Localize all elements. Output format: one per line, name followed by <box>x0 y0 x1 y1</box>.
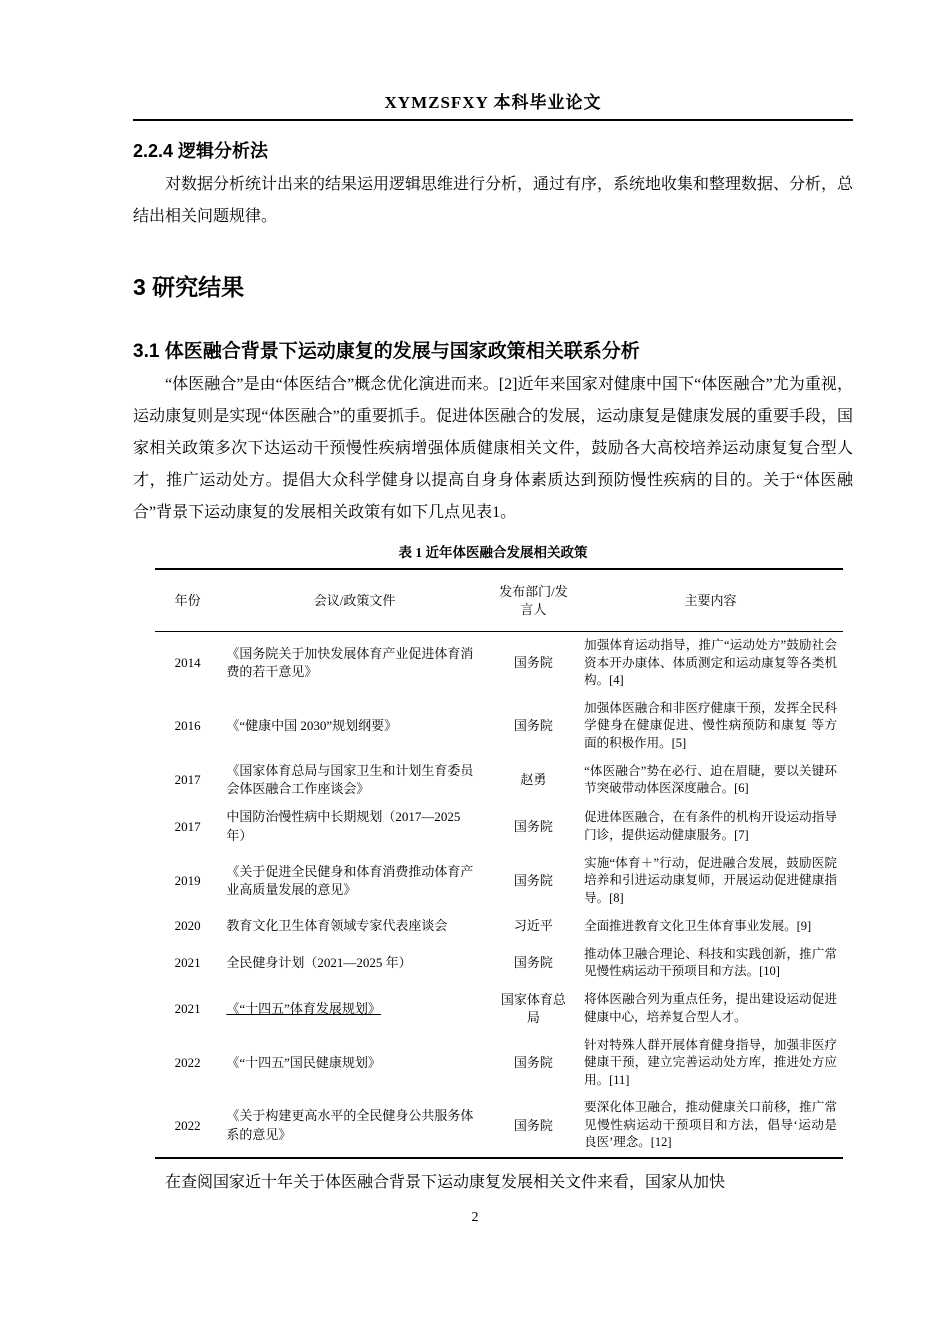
table-caption: 表 1 近年体医融合发展相关政策 <box>398 545 588 560</box>
cell-policy: 《国务院关于加快发展体育产业促进体育消费的若干意见》 <box>226 646 474 680</box>
cell-publisher: 国务院 <box>513 873 553 888</box>
page-number: 2 <box>471 1210 479 1225</box>
cell-publisher: 国务院 <box>513 1055 553 1071</box>
cell-policy: 《“健康中国 2030”规划纲要》 <box>226 717 398 733</box>
heading-3-1: 3.1 体医融合背景下运动康复的发展与国家政策相关联系分析 <box>133 341 640 362</box>
cell-policy: 《“十四五”国民健康规划》 <box>226 1055 381 1071</box>
cell-publisher: 赵勇 <box>520 772 547 788</box>
cell-publisher: 国务院 <box>513 1117 553 1133</box>
running-header <box>133 88 853 113</box>
policy-table <box>155 568 843 1159</box>
cell-year: 2016 <box>174 717 201 733</box>
paragraph-2-2-4: 对数据分析统计出来的结果运用逻辑思维进行分析，通过有序，系统地收集和整理数据、分析，总结出相关问题规律。 <box>133 176 854 225</box>
cell-year: 2019 <box>174 873 201 888</box>
table-row <box>155 1032 843 1095</box>
table-row <box>155 695 843 758</box>
table-row <box>155 912 843 940</box>
cell-publisher: 国家体育总局 <box>500 991 566 1025</box>
cell-content: 实施“体育＋”行动，促进融合发展，鼓励医院培养和引进运动康复师，开展运动促进健康指导。[8] <box>584 855 837 905</box>
cell-year: 2017 <box>174 772 201 788</box>
table-row <box>155 941 843 986</box>
cell-year: 2014 <box>174 655 201 671</box>
cell-year: 2021 <box>174 954 201 970</box>
table-row <box>155 850 843 913</box>
column-header-year: 年份 <box>155 569 220 632</box>
table-header-row <box>155 569 843 632</box>
cell-policy: 教育文化卫生体育领域专家代表座谈会 <box>226 918 448 934</box>
cell-content: 促进体医融合，在有条件的机构开设运动指导门诊，提供运动健康服务。[7] <box>584 810 837 842</box>
running-header-text: XYMZSFXY 本科毕业论文 <box>384 93 602 112</box>
cell-year: 2022 <box>174 1117 201 1133</box>
cell-year: 2020 <box>174 918 201 934</box>
closing-paragraph: 在查阅国家近十年关于体医融合背景下运动康复发展相关文件来看，国家从加快 <box>165 1173 726 1191</box>
heading-chapter-3: 3 研究结果 <box>133 274 245 300</box>
cell-publisher: 国务院 <box>513 655 553 671</box>
column-header-content: 主要内容 <box>578 569 843 632</box>
table-row <box>155 757 843 803</box>
cell-policy: 全民健身计划（2021—2025 年） <box>226 954 412 970</box>
cell-content: 针对特殊人群开展体育健身指导，加强非医疗健康干预，建立完善运动处方库，推进处方应用。[11] <box>584 1037 837 1087</box>
column-header-policy: 会议/政策文件 <box>220 569 488 632</box>
cell-policy: 《关于构建更高水平的全民健身公共服务体系的意见》 <box>226 1108 474 1142</box>
table-row <box>155 986 843 1032</box>
table-row <box>155 1094 843 1158</box>
cell-content: 推动体卫融合理论、科技和实践创新，推广常见慢性病运动干预项目和方法。[10] <box>584 946 837 979</box>
cell-publisher: 习近平 <box>513 918 553 934</box>
cell-publisher: 国务院 <box>513 954 553 970</box>
cell-year: 2021 <box>174 1000 201 1016</box>
cell-year: 2022 <box>174 1055 201 1071</box>
cell-publisher: 国务院 <box>513 818 553 834</box>
table-row <box>155 803 843 849</box>
cell-content: “体医融合”势在必行、迫在眉睫，要以关键环节突破带动体医深度融合。[6] <box>584 763 837 796</box>
cell-content: 全面推进教育文化卫生体育事业发展。[9] <box>584 918 812 933</box>
cell-content: 加强体育运动指导，推广“运动处方”鼓励社会资本开办康体、体质测定和运动康复等各类机构。[4] <box>584 638 837 688</box>
paragraph-3-1: “体医融合”是由“体医结合”概念优化演进而来。[2]近年来国家对健康中国下“体医融合”尤为重视，运动康复则是实现“体医融合”的重要抓手。促进体医融合的发展，运动康复是健康发展的重要手段，国家相关政策多次下达运动干预慢性疾病增强体质健康相关文件，鼓励各大高校培养运动康复复合型人才，推广运动处方。提倡大众科学健身以提高自身身体素质达到预防慢性疾病的目的。关于“体医融合”背景下运动康复的发展相关政策有如下几点见表1。 <box>133 376 853 521</box>
cell-content: 要深化体卫融合，推动健康关口前移，推广常见慢性病运动干预项目和方法，倡导‘运动是良医’理念。[12] <box>584 1100 837 1150</box>
column-header-publisher: 发布部门/发言人 <box>489 569 578 632</box>
cell-content: 加强体医融合和非医疗健康干预，发挥全民科学健身在健康促进、慢性病预防和康复 等方面的积极作用。[5] <box>584 700 837 750</box>
cell-policy: 中国防治慢性病中长期规划（2017—2025 年） <box>226 809 461 843</box>
cell-year: 2017 <box>174 818 201 834</box>
table-row <box>155 632 843 695</box>
header-divider <box>133 119 853 121</box>
cell-policy: 《关于促进全民健身和体育消费推动体育产业高质量发展的意见》 <box>226 863 474 898</box>
cell-content: 将体医融合列为重点任务，提出建设运动促进健康中心，培养复合型人才。 <box>584 992 837 1024</box>
heading-2-2-4: 2.2.4 逻辑分析法 <box>133 141 269 161</box>
cell-policy: 《国家体育总局与国家卫生和计划生育委员会体医融合工作座谈会》 <box>226 763 474 797</box>
cell-publisher: 国务院 <box>513 717 553 733</box>
cell-policy: 《“十四五”体育发展规划》 <box>226 1000 381 1016</box>
